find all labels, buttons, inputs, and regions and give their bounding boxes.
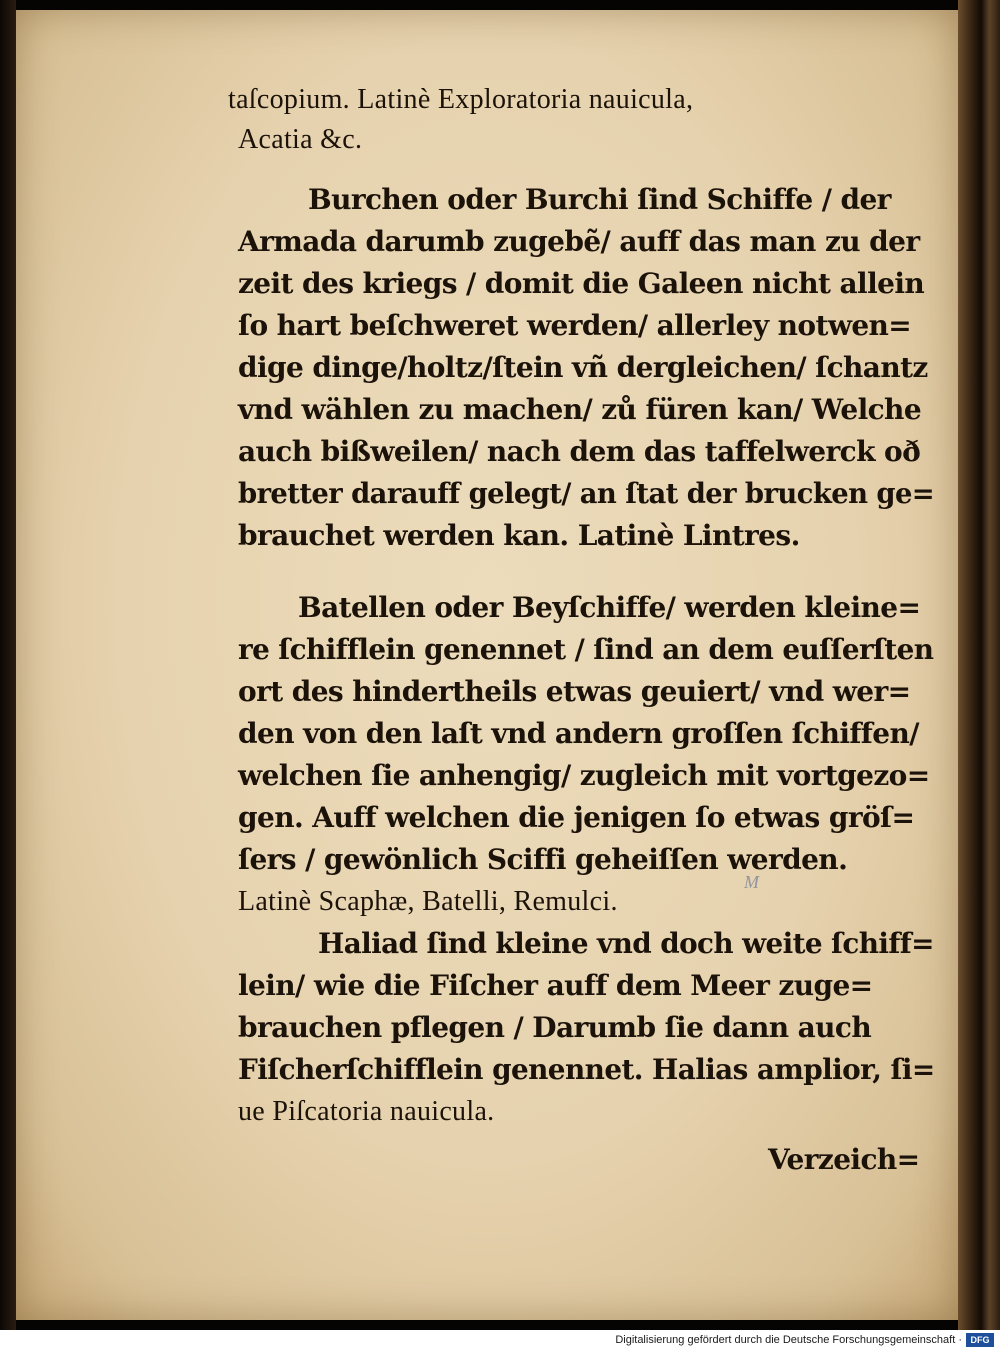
marginal-note: M bbox=[744, 872, 759, 892]
text-line: Acatia &c. bbox=[238, 124, 363, 155]
text-line: Latinè Scaphæ, Batelli, Remulci. bbox=[238, 886, 618, 917]
book-fore-edge bbox=[958, 0, 1000, 1330]
text-line: dige dinge/holtz/ſtein vñ dergleichen/ ſchantz bbox=[238, 351, 928, 384]
text-line: ſers / gewönlich Sciffi geheiſſen werden. bbox=[238, 843, 848, 876]
text-line: bretter darauff gelegt/ an ſtat der brucken ge= bbox=[238, 477, 935, 510]
dfg-logo: DFG bbox=[966, 1333, 994, 1347]
text-line: zeit des kriegs / domit die Galeen nicht allein bbox=[238, 267, 925, 300]
text-line: gen. Auff welchen die jenigen ſo etwas gröſ= bbox=[238, 801, 915, 834]
text-line: Burchen oder Burchi ſind Schiffe / der bbox=[308, 183, 891, 216]
text-line: den von den laſt vnd andern groſſen ſchiffen/ bbox=[238, 717, 919, 750]
text-line: lein/ wie die Fiſcher auff dem Meer zuge= bbox=[238, 969, 873, 1002]
text-line: ue Piſcatoria nauicula. bbox=[238, 1096, 495, 1127]
book-spine-edge bbox=[0, 0, 16, 1330]
text-line: ſo hart beſchweret werden/ allerley notwen= bbox=[238, 309, 912, 342]
text-line: auch bißweilen/ nach dem das taffelwerck oð bbox=[238, 435, 921, 468]
text-line: brauchet werden kan. Latinè Lintres. bbox=[238, 519, 800, 552]
text-line: re ſchifflein genennet / ſind an dem euſſerſten bbox=[238, 633, 934, 666]
text-line: taſcopium. Latinè Exploratoria nauicula, bbox=[228, 84, 694, 115]
text-line: Haliad ſind kleine vnd doch weite ſchiff= bbox=[318, 927, 934, 960]
book-page bbox=[16, 10, 958, 1320]
text-line: welchen ſie anhengig/ zugleich mit vortgezo= bbox=[238, 759, 930, 792]
text-line: Batellen oder Beyſchiffe/ werden kleine= bbox=[298, 591, 921, 624]
catchword: Verzeich= bbox=[768, 1143, 920, 1176]
funding-credit: Digitalisierung gefördert durch die Deutsche Forschungsgemeinschaft · bbox=[615, 1334, 962, 1346]
text-line: vnd wählen zu machen/ zů füren kan/ Welche bbox=[238, 393, 922, 426]
text-line: ort des hindertheils etwas geuiert/ vnd wer= bbox=[238, 675, 911, 708]
text-line: Fiſcherſchifflein genennet. Halias amplior, ſi= bbox=[238, 1053, 935, 1086]
text-line: Armada darumb zugebẽ/ auff das man zu der bbox=[238, 225, 920, 258]
text-line: brauchen pflegen / Darumb ſie dann auch bbox=[238, 1011, 872, 1044]
